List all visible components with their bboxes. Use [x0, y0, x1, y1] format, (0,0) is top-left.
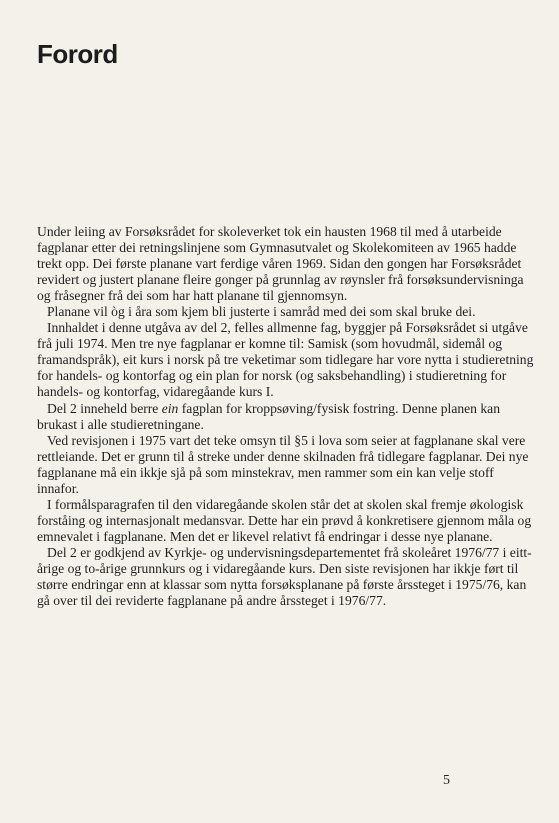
page-title: Forord — [37, 39, 118, 69]
paragraph-3: Innhaldet i denne utgåva av del 2, felles allmenne fag, byggjer på Forsøksrådet si utgåve frå juli 1974. Men tre nye fagplanar er komne til: Samisk (som hovudmål, sidemål og framandspråk), eit kurs i norsk på tre veketimar som tidlegare har vore nytta i studieretning for handels- og kontorfag og ein plan for norsk (og saksbehandling) i studieretning for handels- og kontorfag, vidaregåande kurs I. — [37, 320, 534, 400]
paragraph-4 — [37, 401, 537, 433]
foreword-body — [37, 224, 537, 609]
paragraph-4-emphasis: ein — [161, 400, 179, 416]
paragraph-7: Del 2 er godkjend av Kyrkje- og undervisningsdepartementet frå skoleåret 1976/77 i eitt-årige og to-årige grunnkurs og i vidaregåande kurs. Den siste revisjonen har ikkje ført til større endringar enn at klassar som nytta forsøksplanane på første årssteget i 1975/76, kan gå over til dei reviderte fagplanane på andre årssteget i 1976/77. — [37, 544, 532, 609]
paragraph-2: Planane vil òg i åra som kjem bli justerte i samråd med dei som skal bruke dei. — [47, 304, 476, 320]
paragraph-1: Under leiing av Forsøksrådet for skoleverket tok ein hausten 1968 til med å utarbeide fagplanar etter dei retningslinjene som Gymnasutvalet og Skolekomiteen av 1965 hadde trekt opp. Dei første planane vart ferdige våren 1969. Sidan den gongen har Forsøksrådet revidert og justert planane fleire gonger på grunnlag av røynsler frå forsøksundervisninga og fråsegner frå dei som har hatt planane til gjennomsyn. — [37, 224, 524, 304]
paragraph-6: I formålsparagrafen til den vidaregåande skolen står det at skolen skal fremje økologisk forståing og internasjonalt medansvar. Dette har ein prøvd å konkretisere gjennom måla og emnevalet i fagplanane. Men det er likevel relativt få endringar i desse nye planane. — [37, 496, 532, 544]
paragraph-5: Ved revisjonen i 1975 vart det teke omsyn til §5 i lova som seier at fagplanane skal vere rettleiande. Det er grunn til å streke under denne skilnaden frå tidlegare fagplanar. Dei nye fagplanane må ein ikkje sjå på som minstekrav, men rammer som ein kan velje stoff innafor. — [37, 432, 529, 496]
page-number: 5 — [443, 773, 450, 788]
paragraph-4-part-2: fagplan for kroppsøving/fysisk fostring. Denne planen kan brukast i alle studieretningane. — [37, 400, 501, 432]
paragraph-4-part-1: Del 2 inneheld berre — [47, 400, 162, 416]
